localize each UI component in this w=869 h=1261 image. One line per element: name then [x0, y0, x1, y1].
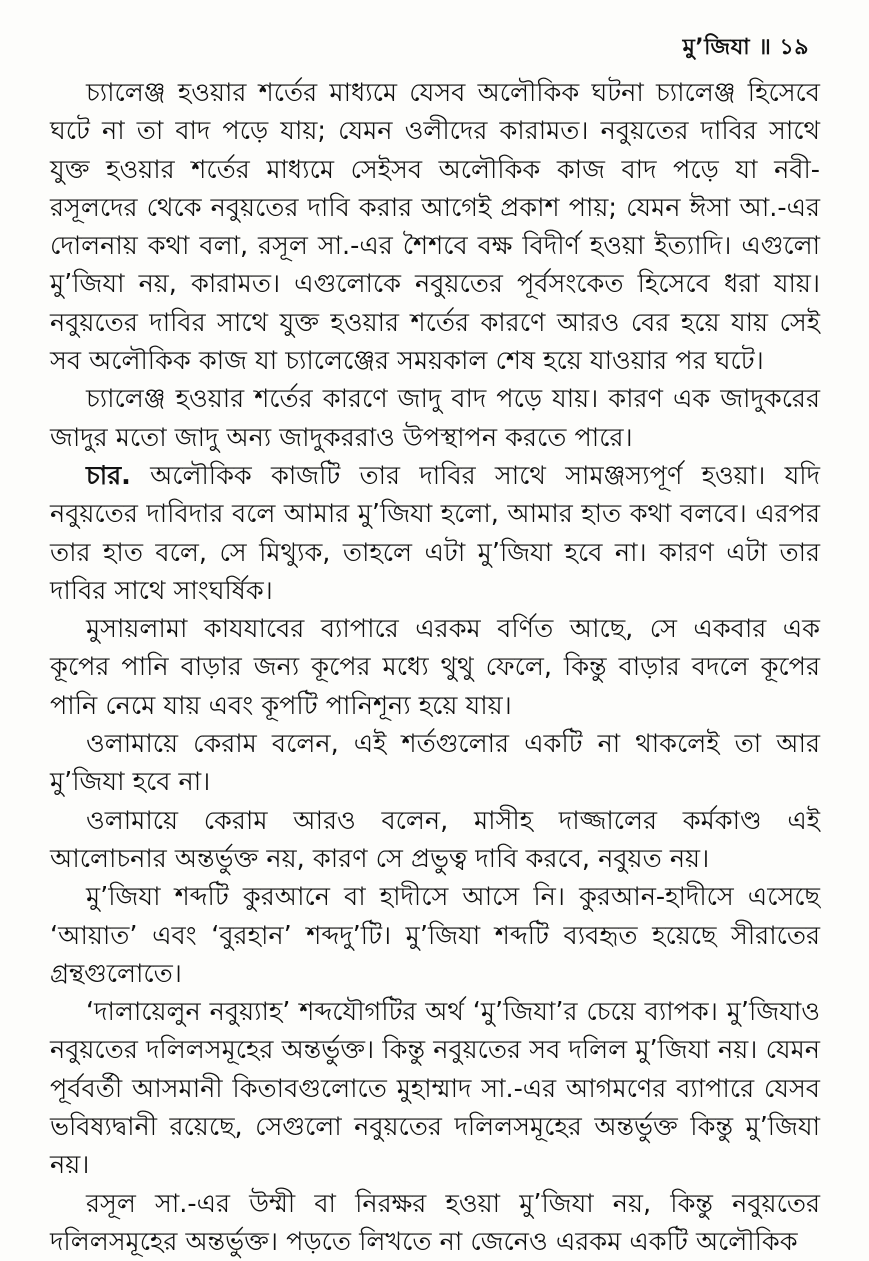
paragraph-7: মু’জিযা শব্দটি কুরআনে বা হাদীসে আসে নি। কুরআন-হাদীসে এসেছে ‘আয়াত’ এবং ‘বুরহান’ শব্দদু’টি। মু’জিযা শব্দটি ব্যবহৃত হয়েছে সীরাতের গ্রন্থগুলোতে। — [50, 882, 820, 989]
paragraph-2: চ্যালেঞ্জ হওয়ার শর্তের কারণে জাদু বাদ পড়ে যায়। কারণ এক জাদুকরের জাদুর মতো জাদু অন্য জাদুকররাও উপস্থাপন করতে পারে। — [50, 384, 820, 453]
paragraph-8: ‘দালায়েলুন নবুয়্যাহ’ শব্দযৌগটির অর্থ ‘মু’জিযা’র চেয়ে ব্যাপক। মু’জিযাও নবুয়তের দলিলসমূহের অন্তর্ভুক্ত। কিন্তু নবুয়তের সব দলিল মু’জিযা নয়। যেমন পূর্ববর্তী আসমানী কিতাবগুলোতে মুহাম্মাদ সা.-এর আগমণের ব্যাপারে যেসব ভবিষ্যদ্বানী রয়েছে, সেগুলো নবুয়তের দলিলসমূহের অন্তর্ভুক্ত কিন্তু মু’জিযা নয়। — [50, 997, 820, 1181]
paragraph-4: মুসায়লামা কাযযাবের ব্যাপারে এরকম বর্ণিত আছে, সে একবার এক কূপের পানি বাড়ার জন্য কূপের মধ্যে থুথু ফেলে, কিন্তু বাড়ার বদলে কূপের পানি নেমে যায় এবং কূপটি পানিশূন্য হয়ে যায়। — [50, 614, 820, 721]
point-number: চার. — [86, 460, 131, 491]
body-text — [50, 74, 820, 1261]
paragraph-3 — [50, 457, 820, 610]
paragraph-6: ওলামায়ে কেরাম আরও বলেন, মাসীহ দাজ্জালের কর্মকাণ্ড এই আলোচনার অন্তর্ভুক্ত নয়, কারণ সে প্রভুত্ব দাবি করবে, নবুয়ত নয়। — [50, 805, 820, 874]
paragraph-5: ওলামায়ে কেরাম বলেন, এই শর্তগুলোর একটি না থাকলেই তা আর মু’জিযা হবে না। — [50, 729, 820, 798]
paragraph-3-text: অলৌকিক কাজটি তার দাবির সাথে সামঞ্জস্যপূর্ণ হওয়া। যদি নবুয়তের দাবিদার বলে আমার মু’জিযা হলো, আমার হাত কথা বলবে। এরপর তার হাত বলে, সে মিথ্যুক, তাহলে এটা মু’জিযা হবে না। কারণ এটা তার দাবির সাথে সাংঘর্ষিক। — [50, 460, 820, 606]
paragraph-1: চ্যালেঞ্জ হওয়ার শর্তের মাধ্যমে যেসব অলৌকিক ঘটনা চ্যালেঞ্জ হিসেবে ঘটে না তা বাদ পড়ে যায়; যেমন ওলীদের কারামত। নবুয়তের দাবির সাথে যুক্ত হওয়ার শর্তের মাধ্যমে সেইসব অলৌকিক কাজ বাদ পড়ে যা নবী-রসূলদের থেকে নবুয়তের দাবি করার আগেই প্রকাশ পায়; যেমন ঈসা আ.-এর দোলনায় কথা বলা, রসূল সা.-এর শৈশবে বক্ষ বিদীর্ণ হওয়া ইত্যাদি। এগুলো মু’জিযা নয়, কারামত। এগুলোকে নবুয়তের পূর্বসংকেত হিসেবে ধরা যায়। নবুয়তের দাবির সাথে যুক্ত হওয়ার শর্তের কারণে আরও বের হয়ে যায় সেই সব অলৌকিক কাজ যা চ্যালেঞ্জের সময়কাল শেষ হয়ে যাওয়ার পর ঘটে। — [50, 78, 820, 377]
running-head: মু’জিযা ॥ ১৯ — [682, 35, 809, 60]
paragraph-9: রসূল সা.-এর উম্মী বা নিরক্ষর হওয়া মু’জিযা নয়, কিন্তু নবুয়তের দলিলসমূহের অন্তর্ভুক্ত। পড়তে লিখতে না জেনেও এরকম একটি অলৌকিক — [50, 1188, 820, 1257]
